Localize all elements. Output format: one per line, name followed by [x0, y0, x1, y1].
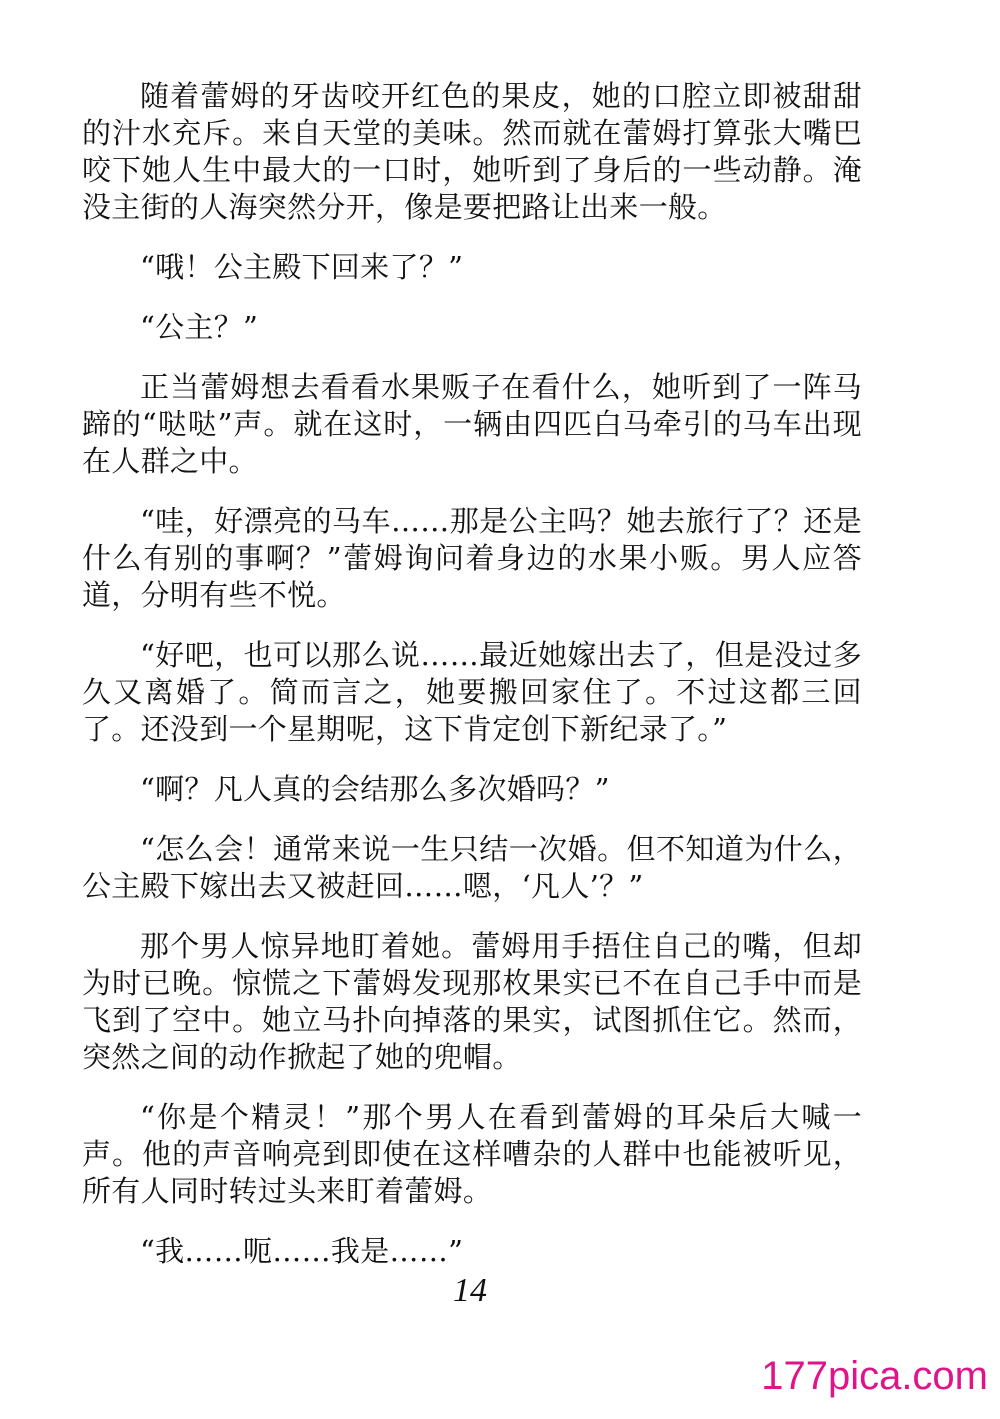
paragraph: “公主？” [140, 310, 259, 344]
paragraph: “哦！公主殿下回来了？” [140, 250, 464, 284]
body-text [82, 78, 862, 1293]
watermark: 177pica.com [761, 1354, 988, 1398]
page-number: 14 [453, 1272, 487, 1309]
paragraph: 那个男人惊异地盯着她。蕾姆用手捂住自己的嘴，但却为时已晚。惊慌之下蕾姆发现那枚果实已不在自己手中而是飞到了空中。她立马扑向掉落的果实，试图抓住它。然而，突然之间的动作掀起了她的兜帽。 [82, 929, 862, 1074]
paragraph: “怎么会！通常来说一生只结一次婚。但不知道为什么，公主殿下嫁出去又被赶回……嗯，‘凡人’？” [82, 832, 862, 903]
paragraph: “我……呃……我是……” [140, 1234, 464, 1268]
paragraph: “你是个精灵！”那个男人在看到蕾姆的耳朵后大喊一声。他的声音响亮到即使在这样嘈杂的人群中也能被听见，所有人同时转过头来盯着蕾姆。 [82, 1100, 862, 1208]
paragraph: “哇，好漂亮的马车……那是公主吗？她去旅行了？还是什么有别的事啊？”蕾姆询问着身边的水果小贩。男人应答道，分明有些不悦。 [82, 504, 862, 612]
paragraph: “好吧，也可以那么说……最近她嫁出去了，但是没过多久又离婚了。简而言之，她要搬回家住了。不过这都三回了。还没到一个星期呢，这下肯定创下新纪录了。” [82, 638, 862, 746]
paragraph: 随着蕾姆的牙齿咬开红色的果皮，她的口腔立即被甜甜的汁水充斥。来自天堂的美味。然而就在蕾姆打算张大嘴巴咬下她人生中最大的一口时，她听到了身后的一些动静。淹没主街的人海突然分开，像是要把路让出来一般。 [82, 79, 862, 224]
paragraph: 正当蕾姆想去看看水果贩子在看什么，她听到了一阵马蹄的“哒哒”声。就在这时，一辆由四匹白马牵引的马车出现在人群之中。 [82, 370, 862, 478]
paragraph: “啊？凡人真的会结那么多次婚吗？” [140, 772, 610, 806]
